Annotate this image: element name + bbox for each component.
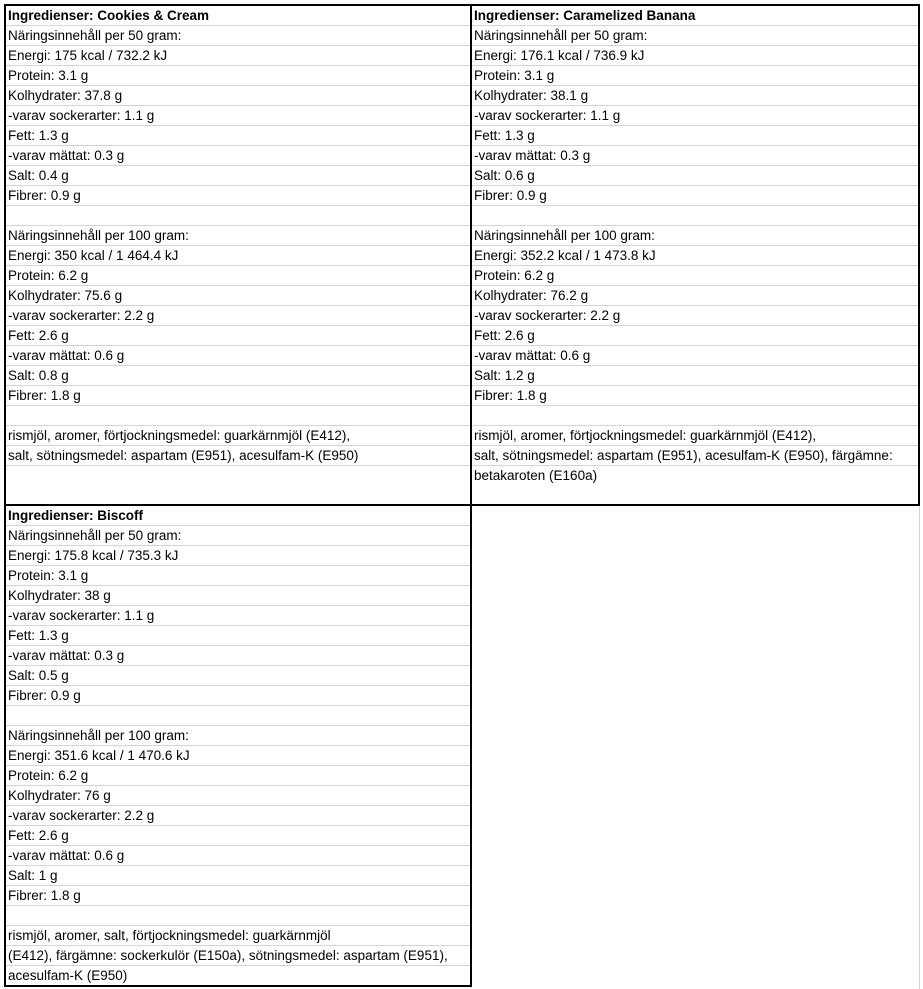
table-row[interactable]: [6, 706, 470, 726]
table-row[interactable]: Salt: 0.8 g: [6, 366, 470, 386]
table-row[interactable]: -varav sockerarter: 2.2 g: [6, 806, 470, 826]
table-row[interactable]: Näringsinnehåll per 50 gram:: [6, 526, 470, 546]
table-row[interactable]: -varav mättat: 0.3 g: [472, 146, 918, 166]
table-row[interactable]: Salt: 1 g: [6, 866, 470, 886]
table-row[interactable]: rismjöl, aromer, förtjockningsmedel: guarkärnmjöl (E412),: [472, 426, 918, 446]
table-row[interactable]: Energi: 176.1 kcal / 736.9 kJ: [472, 46, 918, 66]
table-row[interactable]: -varav sockerarter: 1.1 g: [472, 106, 918, 126]
table-row[interactable]: Fibrer: 0.9 g: [6, 686, 470, 706]
block-title[interactable]: Ingredienser: Biscoff: [6, 506, 470, 526]
table-row[interactable]: -varav mättat: 0.3 g: [6, 646, 470, 666]
table-row[interactable]: [6, 466, 470, 486]
table-row[interactable]: Näringsinnehåll per 50 gram:: [472, 26, 918, 46]
table-row[interactable]: -varav mättat: 0.6 g: [472, 346, 918, 366]
table-row[interactable]: Salt: 0.6 g: [472, 166, 918, 186]
table-row[interactable]: Salt: 1.2 g: [472, 366, 918, 386]
table-row[interactable]: Energi: 175.8 kcal / 735.3 kJ: [6, 546, 470, 566]
table-row[interactable]: Energi: 351.6 kcal / 1 470.6 kJ: [6, 746, 470, 766]
table-row[interactable]: -varav sockerarter: 1.1 g: [6, 606, 470, 626]
nutrition-block-biscoff: [4, 504, 472, 987]
table-row[interactable]: [472, 406, 918, 426]
table-row[interactable]: Kolhydrater: 76 g: [6, 786, 470, 806]
table-row[interactable]: acesulfam-K (E950): [8, 968, 128, 983]
table-row[interactable]: Kolhydrater: 38 g: [6, 586, 470, 606]
table-row[interactable]: Protein: 3.1 g: [6, 66, 470, 86]
table-row[interactable]: Protein: 3.1 g: [472, 66, 918, 86]
table-row[interactable]: [6, 206, 470, 226]
table-row[interactable]: Fibrer: 1.8 g: [472, 386, 918, 406]
table-row[interactable]: Näringsinnehåll per 100 gram:: [6, 726, 470, 746]
table-row[interactable]: Näringsinnehåll per 100 gram:: [472, 226, 918, 246]
table-row[interactable]: [6, 406, 470, 426]
gridline: [919, 505, 920, 989]
table-row[interactable]: -varav sockerarter: 2.2 g: [472, 306, 918, 326]
table-row[interactable]: Fett: 2.6 g: [6, 826, 470, 846]
table-row[interactable]: Fett: 1.3 g: [6, 626, 470, 646]
table-row[interactable]: Energi: 350 kcal / 1 464.4 kJ: [6, 246, 470, 266]
table-row[interactable]: -varav mättat: 0.6 g: [6, 346, 470, 366]
table-row[interactable]: Fett: 1.3 g: [6, 126, 470, 146]
table-row[interactable]: betakaroten (E160a): [474, 468, 598, 483]
nutrition-block-caramelized-banana: [470, 4, 920, 506]
table-row[interactable]: Protein: 6.2 g: [6, 266, 470, 286]
table-row[interactable]: [6, 906, 470, 926]
nutrition-block-cookies-cream: [4, 4, 472, 506]
table-row[interactable]: Fett: 2.6 g: [472, 326, 918, 346]
table-row[interactable]: Energi: 175 kcal / 732.2 kJ: [6, 46, 470, 66]
table-row[interactable]: Fibrer: 1.8 g: [6, 386, 470, 406]
table-row[interactable]: Protein: 6.2 g: [6, 766, 470, 786]
table-row[interactable]: -varav sockerarter: 2.2 g: [6, 306, 470, 326]
table-row[interactable]: salt, sötningsmedel: aspartam (E951), acesulfam-K (E950): [6, 446, 470, 466]
table-row[interactable]: Näringsinnehåll per 100 gram:: [6, 226, 470, 246]
table-row[interactable]: Salt: 0.4 g: [6, 166, 470, 186]
block-title[interactable]: Ingredienser: Cookies & Cream: [6, 6, 470, 26]
table-row[interactable]: rismjöl, aromer, salt, förtjockningsmedel: guarkärnmjöl: [6, 926, 470, 946]
table-row[interactable]: rismjöl, aromer, förtjockningsmedel: guarkärnmjöl (E412),: [6, 426, 470, 446]
table-row[interactable]: -varav mättat: 0.3 g: [6, 146, 470, 166]
table-row[interactable]: -varav mättat: 0.6 g: [6, 846, 470, 866]
table-row[interactable]: Protein: 6.2 g: [472, 266, 918, 286]
table-row[interactable]: Kolhydrater: 38.1 g: [472, 86, 918, 106]
block-title[interactable]: Ingredienser: Caramelized Banana: [472, 6, 918, 26]
table-row[interactable]: [472, 206, 918, 226]
table-row[interactable]: Fibrer: 0.9 g: [6, 186, 470, 206]
table-row[interactable]: Kolhydrater: 76.2 g: [472, 286, 918, 306]
table-row[interactable]: Energi: 352.2 kcal / 1 473.8 kJ: [472, 246, 918, 266]
table-row[interactable]: salt, sötningsmedel: aspartam (E951), acesulfam-K (E950), färgämne:: [472, 446, 918, 466]
table-row[interactable]: Fibrer: 0.9 g: [472, 186, 918, 206]
table-row[interactable]: Fibrer: 1.8 g: [6, 886, 470, 906]
table-row[interactable]: Salt: 0.5 g: [6, 666, 470, 686]
table-row[interactable]: -varav sockerarter: 1.1 g: [6, 106, 470, 126]
table-row[interactable]: Kolhydrater: 75.6 g: [6, 286, 470, 306]
table-row[interactable]: Kolhydrater: 37.8 g: [6, 86, 470, 106]
table-row[interactable]: Fett: 2.6 g: [6, 326, 470, 346]
table-row[interactable]: Protein: 3.1 g: [6, 566, 470, 586]
table-row[interactable]: (E412), färgämne: sockerkulör (E150a), sötningsmedel: aspartam (E951),: [6, 946, 470, 966]
table-row[interactable]: Näringsinnehåll per 50 gram:: [6, 26, 470, 46]
table-row[interactable]: Fett: 1.3 g: [472, 126, 918, 146]
